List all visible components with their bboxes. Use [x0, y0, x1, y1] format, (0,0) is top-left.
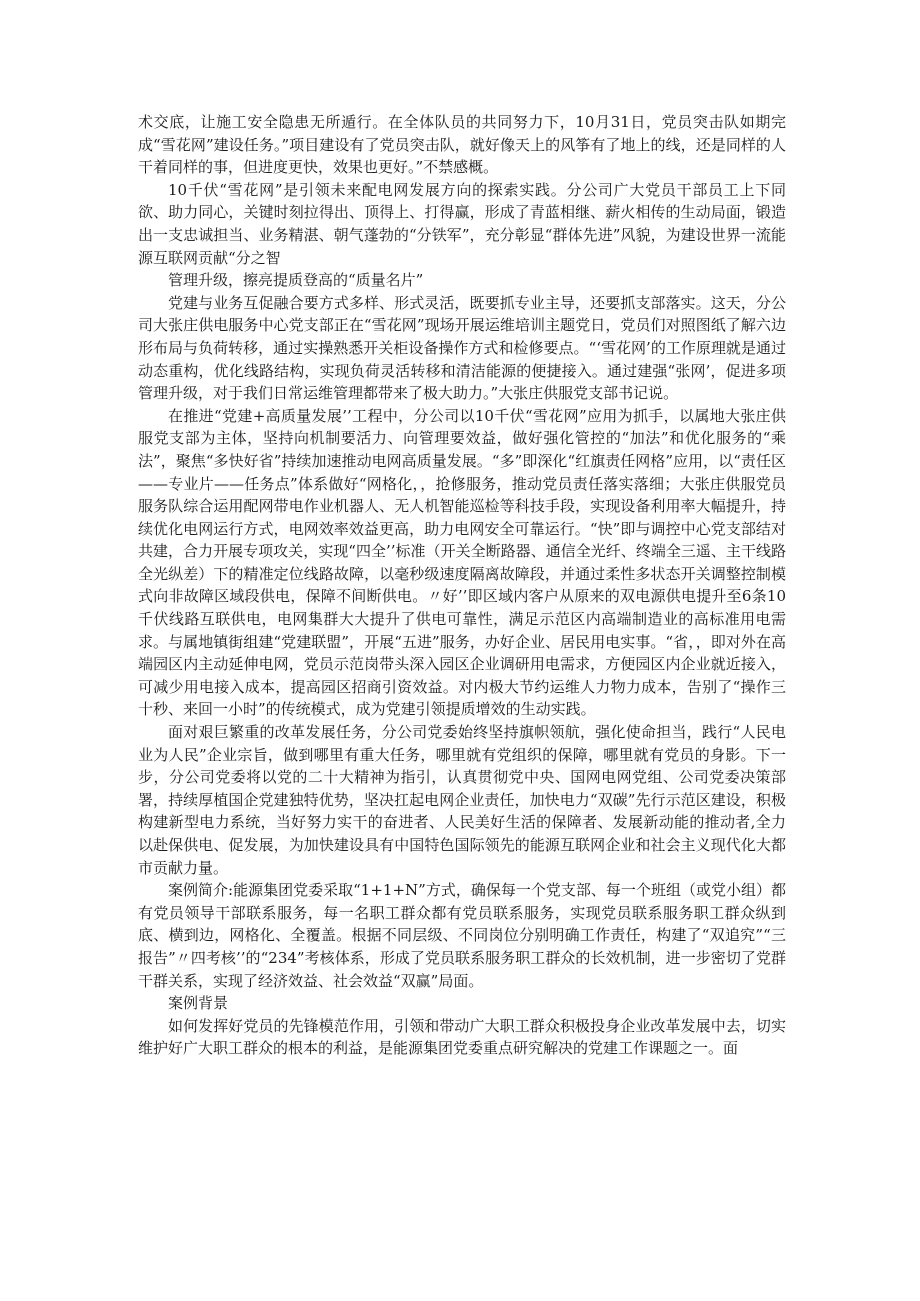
paragraph-2: 10千伏“雪花网”是引领未来配电网发展方向的探索实践。分公司广大党员干部员工上下同欲、助力同心，关键时刻拉得出、顶得上、打得赢，形成了青蓝相继、薪火相传的生动局面，锻造出一支忠诚担当、业务精湛、朝气蓬勃的“分铁军”，充分彰显“群体先进”风貌，为建设世界一流能源互联网贡献“分之智	[138, 180, 786, 267]
paragraph-5: 面对艰巨繁重的改革发展任务，分公司党委始终坚持旗帜领航，强化使命担当，践行“人民电业为人民”企业宗旨，做到哪里有重大任务，哪里就有党组织的保障，哪里就有党员的身影。下一步，分公司党委将以党的二十大精神为指引，认真贯彻党中央、国网电网党组、公司党委决策部署，持续厚植国企党建独特优势，坚决扛起电网企业责任，加快电力“双碳”先行示范区建设，积极构建新型电力系统，当好努力实干的奋进者、人民美好生活的保障者、发展新动能的推动者,全力以赴保供电、促发展，为加快建设具有中国特色国际领先的能源互联网企业和社会主义现代化大都市贡献力量。	[138, 723, 786, 877]
paragraph-1: 术交底，让施工安全隐患无所遁行。在全体队员的共同努力下，10月31日，党员突击队如期完成“雪花网”建设任务。”项目建设有了党员突击队，就好像天上的风筝有了地上的线，还是同样的人干着同样的事，但进度更快，效果也更好。”不禁感概。	[138, 113, 786, 177]
paragraph-4: 在推进“党建+高质量发展’’工程中，分公司以10千伏“雪花网”应用为抓手，以属地大张庄供服党支部为主体，坚持向机制要活力、向管理要效益，做好强化管控的“加法”和优化服务的“乘法”，聚焦“多快好省”持续加速推动电网高质量发展。“多”即深化“红旗责任网格”应用，以“责任区——专业片——任务点”体系做好“网格化，，抢修服务，推动党员责任落实落细；大张庄供服党员服务队综合运用配网带电作业机器人、无人机智能巡检等科技手段，实现设备利用率大幅提升，持续优化电网运行方式，电网效率效益更高，助力电网安全可靠运行。“快”即与调控中心党支部结对共建，合力开展专项攻关，实现“四全’’标准（开关全断路器、通信全光纤、终端全三遥、主干线路全光纵差）下的精准定位线路故障，以毫秒级速度隔离故障段，并通过柔性多状态开关调整控制模式向非故障区域段供电，保障不间断供电。〃好’’即区域内客户从原来的双电源供电提升至6条10千伏线路互联供电，电网集群大大提升了供电可靠性，满足示范区内高端制造业的高标准用电需求。与属地镇街组建“党建联盟”，开展“五进”服务，办好企业、居民用电实事。“省，，即对外在高端园区内主动延伸电网，党员示范岗带头深入园区企业调研用电需求，方便园区内企业就近接入，可减少用电接入成本，提高园区招商引资效益。对内极大节约运维人力物力成本，告别了“操作三十秒、来回一小时”的传统模式，成为党建引领提质增效的生动实践。	[138, 406, 786, 719]
case-summary-paragraph: 案例简介:能源集团党委采取“1+1+N”方式，确保每一个党支部、每一个班组（或党小组）都有党员领导干部联系服务，每一名职工群众都有党员联系服务，实现党员联系服务职工群众纵到底、横到边，网格化、全覆盖。根据不同层级、不同岗位分别明确工作责任，构建了“双追究”“三报告”〃四考核’’的“234”考核体系，形成了党员联系服务职工群众的长效机制，进一步密切了党群干群关系，实现了经济效益、社会效益“双赢”局面。	[138, 881, 786, 990]
section-heading-management-upgrade: 管理升级，擦亮提质登高的“质量名片”	[168, 271, 424, 290]
paragraph-6: 如何发挥好党员的先锋模范作用，引领和带动广大职工群众积极投身企业改革发展中去，切实维护好广大职工群众的根本的利益，是能源集团党委重点研究解决的党建工作课题之一。面	[138, 1016, 786, 1058]
section-heading-case-background: 案例背景	[168, 994, 229, 1013]
paragraph-3: 党建与业务互促融合要方式多样、形式灵活，既要抓专业主导，还要抓支部落实。这天，分公司大张庄供电服务中心党支部正在“雪花网”现场开展运维培训主题党日，党员们对照图纸了解六边形布局与负荷转移，通过实操熟悉开关柜设备操作方式和检修要点。“‘雪花网’的工作原理就是通过动态重构，优化线路结构，实现负荷灵活转移和清洁能源的便捷接入。通过建强“张网’，促进多项管理升级，对于我们日常运维管理都带来了极大助力。”大张庄供服党支部书记说。	[138, 293, 786, 403]
document-body	[138, 111, 786, 1060]
